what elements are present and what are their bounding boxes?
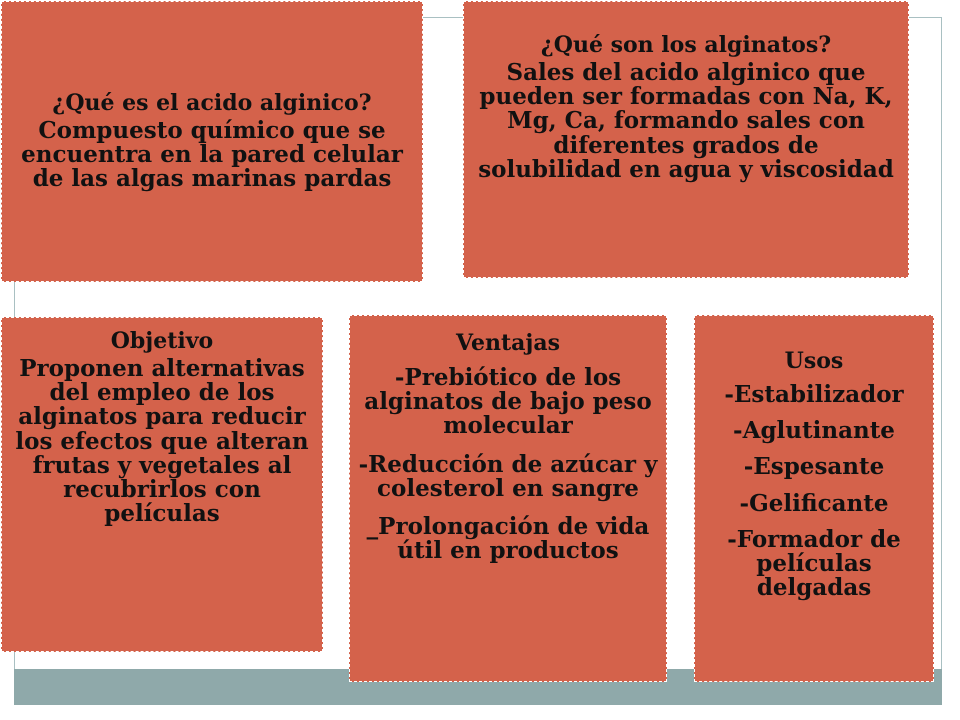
box-heading: Ventajas xyxy=(455,330,561,356)
list-item: -Espesante xyxy=(743,453,885,481)
box-objetivo xyxy=(1,317,323,652)
list-item: -Reducción de azúcar y colesterol en sangre xyxy=(358,450,658,502)
box-heading: ¿Qué son los alginatos? xyxy=(540,32,832,58)
list-item: -Gelificante xyxy=(739,489,889,517)
box-heading: ¿Qué es el acido alginico? xyxy=(52,89,372,116)
box-body: Compuesto químico que se encuentra en la pared celular de las algas marinas pardas xyxy=(21,116,403,193)
box-alginatos xyxy=(463,1,909,278)
box-acido-alginico xyxy=(1,1,423,282)
box-body: Sales del acido alginico que pueden ser formadas con Na, K, Mg, Ca, formando sales con diferentes grados de solubilidad en agua y viscosidad xyxy=(478,59,894,183)
list-item: -Estabilizador xyxy=(724,381,904,409)
list-item: -Aglutinante xyxy=(733,417,895,445)
list-item: -Prebiótico de los alginatos de bajo peso molecular xyxy=(364,364,652,440)
box-heading: Objetivo xyxy=(110,328,214,354)
list-item: _Prolongación de vida útil en productos xyxy=(366,512,650,564)
box-body: Proponen alternativas del empleo de los alginatos para reducir los efectos que alteran frutas y vegetales al recubrirlos con películas xyxy=(15,355,309,527)
list-item: -Formador de películas delgadas xyxy=(727,525,901,601)
box-usos xyxy=(694,315,934,682)
box-ventajas xyxy=(349,315,667,682)
box-heading: Usos xyxy=(784,348,844,374)
